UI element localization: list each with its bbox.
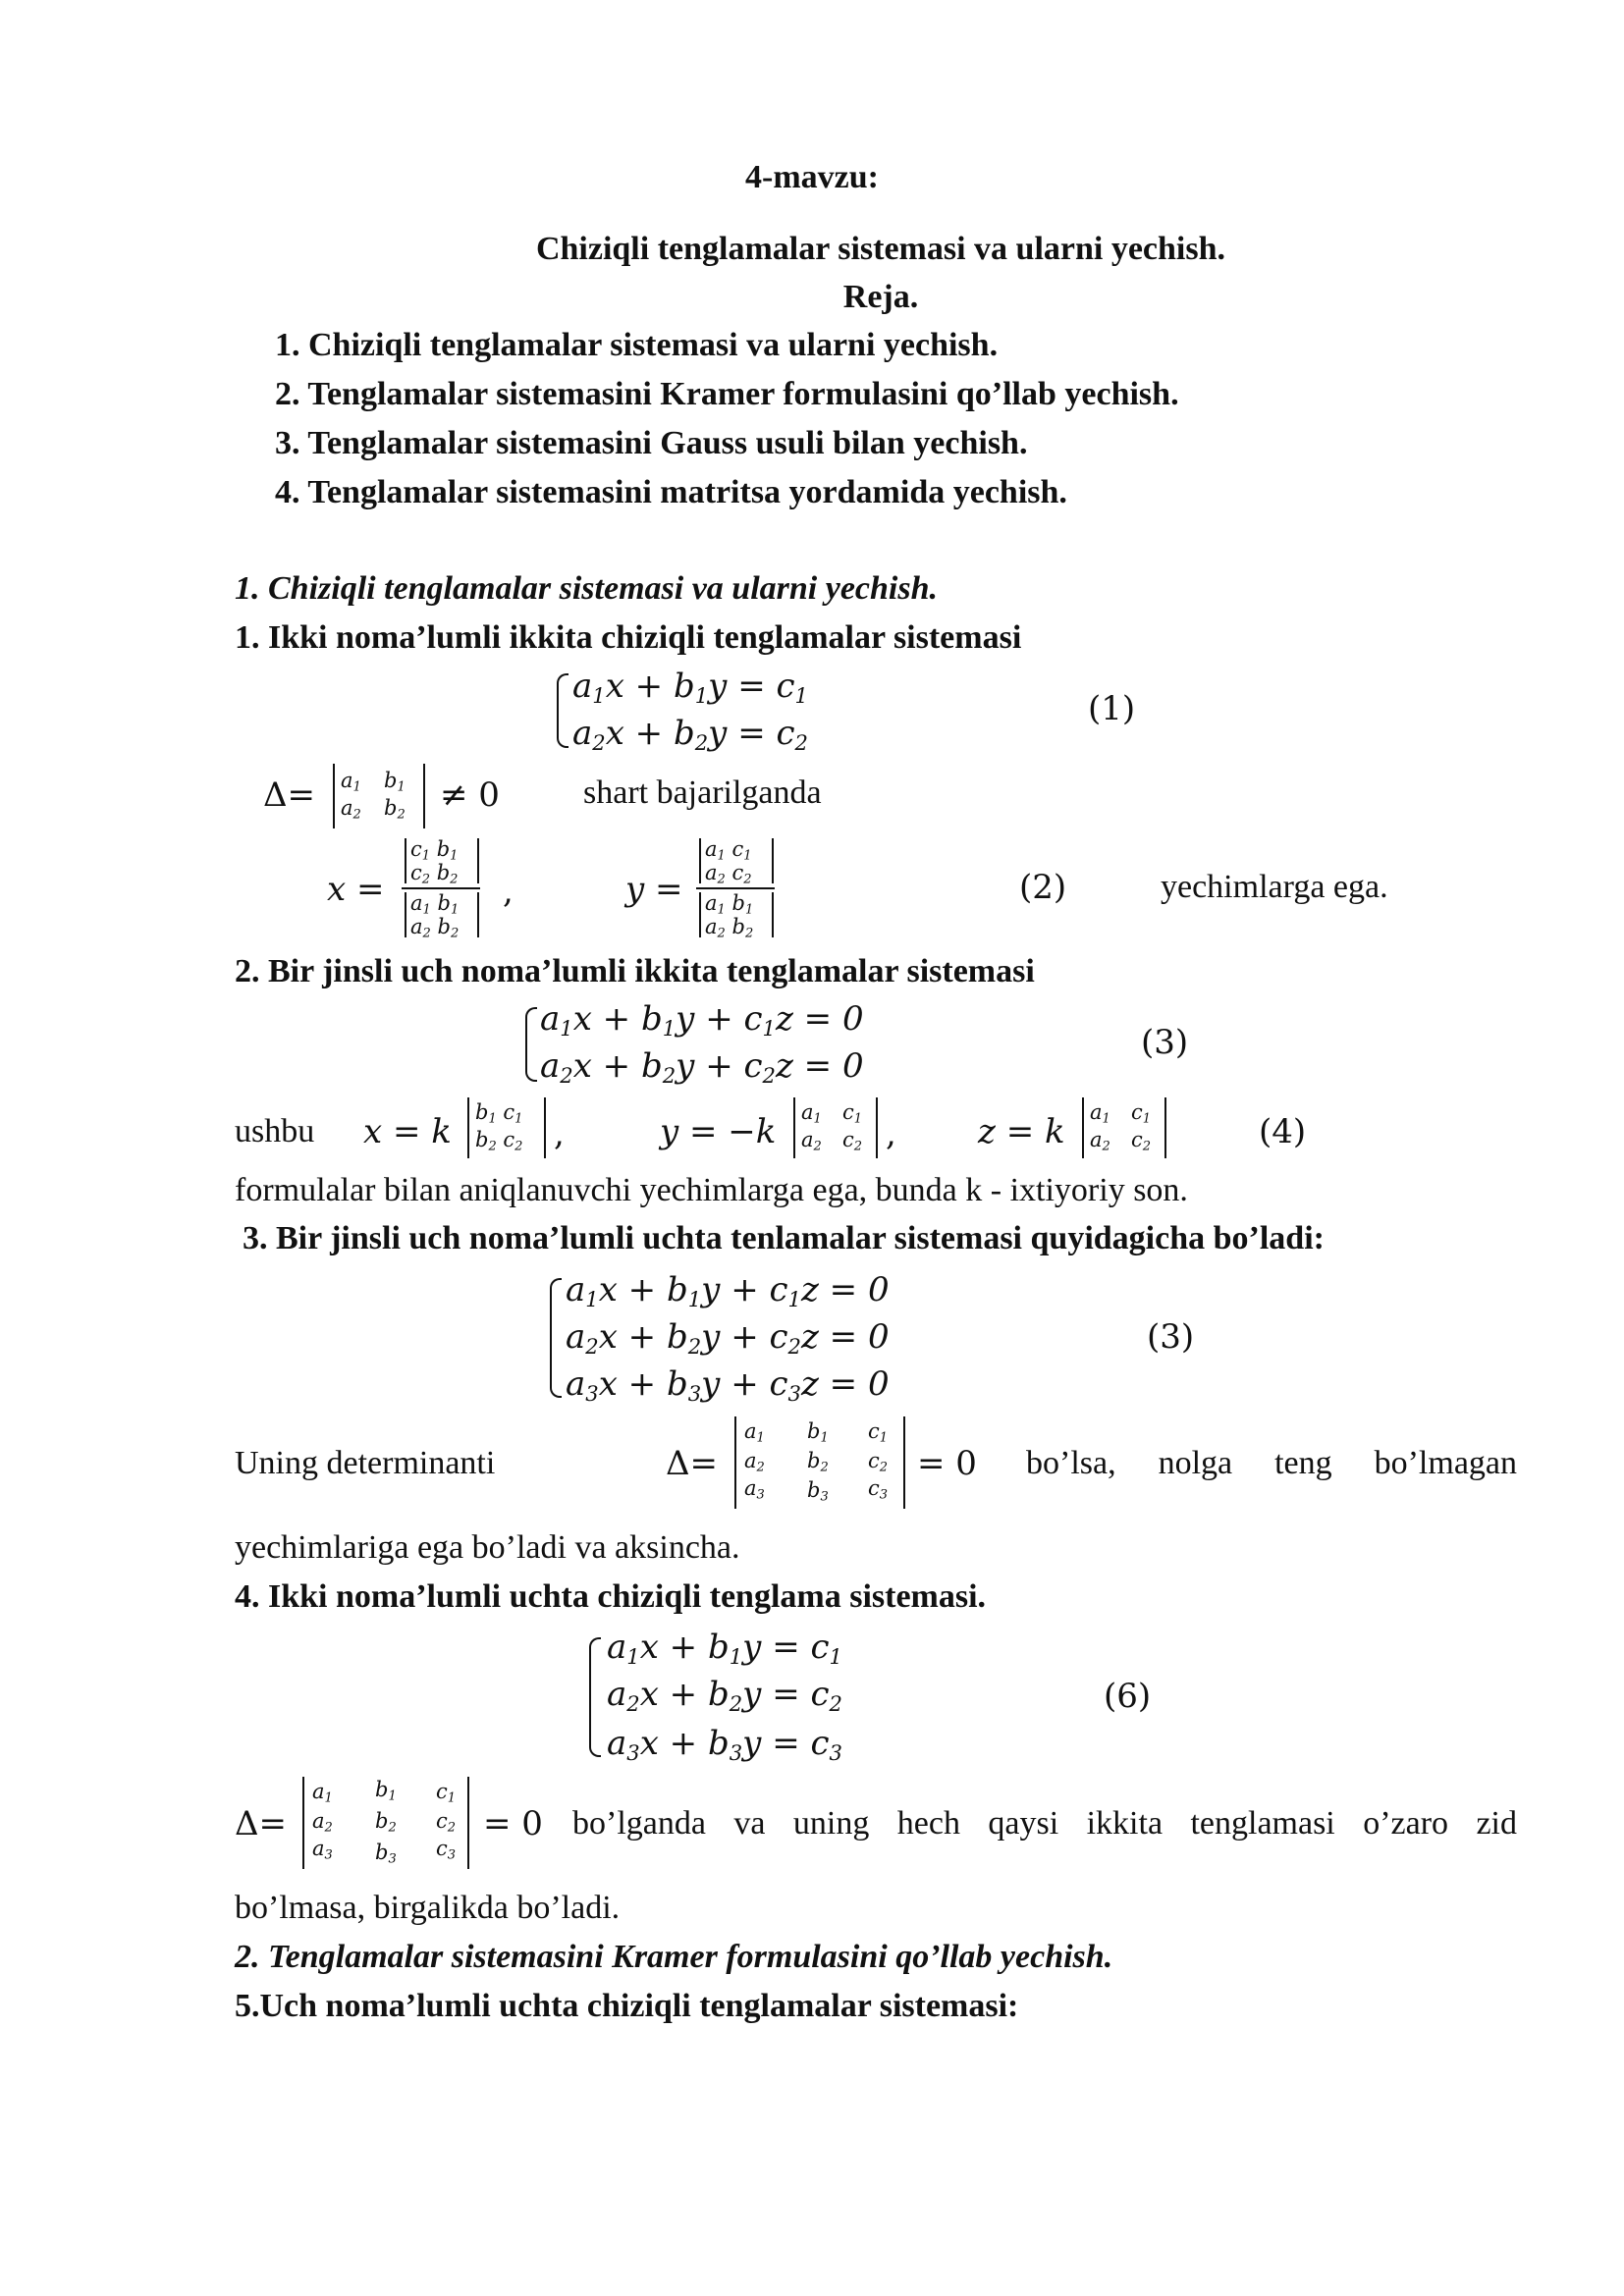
formula-text: formulalar bilan aniqlanuvchi yechimlarga ega, bunda k - ixtiyoriy son. — [235, 1172, 1188, 1208]
system6-eq3: $a_3x + b_3y = c_3$ — [607, 1724, 842, 1765]
uning-text: Uning determinanti — [235, 1445, 496, 1481]
bolsa-text: bo’lsa, nolga teng bo’lmagan — [1026, 1445, 1517, 1481]
y-denominator-det: $a_1$ $b_1$ $a_2$ $b_2$ — [699, 892, 774, 937]
system1-eq2: $a_2x + b_2y = c_2$ — [572, 714, 808, 755]
comma: , — [503, 872, 514, 911]
delta-label: Δ= — [263, 775, 316, 815]
plan-heading: Reja. — [842, 279, 919, 315]
system6-eq1: $a_1x + b_1y = c_1$ — [607, 1628, 842, 1669]
bolganda-text: bo’lganda va uning hech qaysi ikkita tenglamasi o’zaro zid — [572, 1805, 1517, 1842]
neq-zero: ≠ 0 — [440, 775, 500, 815]
delta-label-3: Δ= — [235, 1804, 288, 1843]
eq1-number: (1) — [1088, 689, 1136, 728]
yechim-text: yechimlariga ega bo’ladi va aksincha. — [235, 1529, 740, 1566]
system3-eq2: $a_2x + b_2y + c_2z = 0$ — [540, 1046, 864, 1088]
eq3b-number: (3) — [1147, 1317, 1195, 1357]
eq2-number: (2) — [1019, 868, 1067, 907]
plan-item-4: 4. Tenglamalar sistemasini matritsa yordamida yechish. — [275, 474, 1067, 510]
y-k-det: $a_1$ $c_1$ $a_2$ $c_2$ — [793, 1097, 878, 1158]
eq4-number: (4) — [1259, 1112, 1307, 1151]
sub4-heading: 4. Ikki noma’lumli uchta chiziqli tenglama sistemasi. — [235, 1578, 987, 1615]
plan-item-3: 3. Tenglamalar sistemasini Gauss usuli bilan yechish. — [275, 425, 1028, 461]
system1-brace — [557, 673, 568, 748]
comma-1: , — [554, 1114, 565, 1153]
system3b-eq1: $a_1x + b_1y + c_1z = 0$ — [566, 1270, 890, 1311]
y-k-formula: y = −k — [660, 1112, 777, 1151]
section2-heading: 2. Tenglamalar sistemasini Kramer formulasini qo’llab yechish. — [235, 1939, 1113, 1975]
delta-3x3-det-2: $a_1$ $b_1$ $c_1$ $a_2$ $b_2$ $c_2$ $a_3$ $b_3$ $c_3$ — [302, 1777, 469, 1869]
plan-item-1: 1. Chiziqli tenglamalar sistemasi va ularni yechish. — [275, 327, 999, 363]
system3b-eq3: $a_3x + b_3y + c_3z = 0$ — [566, 1364, 890, 1406]
section1-heading: 1. Chiziqli tenglamalar sistemasi va ularni yechish. — [235, 570, 938, 607]
system3-brace — [525, 1007, 537, 1082]
page-title: Chiziqli tenglamalar sistemasi va ularni yechish. — [535, 231, 1226, 267]
y-fraction-line — [696, 887, 775, 889]
sub2-heading: 2. Bir jinsli uch noma’lumli ikkita tenglamalar sistemasi — [235, 953, 1035, 989]
sub5-heading: 5.Uch noma’lumli uchta chiziqli tenglamalar sistemasi: — [235, 1988, 1019, 2024]
comma-2: , — [886, 1114, 896, 1153]
system3-eq1: $a_1x + b_1y + c_1z = 0$ — [540, 999, 864, 1041]
ushbu-text: ushbu — [235, 1113, 315, 1149]
system6-eq2: $a_2x + b_2y = c_2$ — [607, 1675, 842, 1716]
x-equals: x = — [327, 870, 385, 909]
eq2-text: yechimlarga ega. — [1161, 869, 1388, 905]
x-denominator-det: $a_1$ $b_1$ $a_2$ $b_2$ — [405, 892, 479, 937]
x-numerator-det: $c_1$ $b_1$ $c_2$ $b_2$ — [405, 838, 479, 883]
eq3-number: (3) — [1141, 1023, 1189, 1062]
delta-label-2: Δ= — [666, 1444, 719, 1483]
bolmasa-text: bo’lmasa, birgalikda bo’ladi. — [235, 1890, 621, 1926]
system1-eq1: $a_1x + b_1y = c_1$ — [572, 667, 808, 708]
plan-item-2: 2. Tenglamalar sistemasini Kramer formulasini qo’llab yechish. — [275, 376, 1179, 412]
system6-brace — [589, 1637, 601, 1757]
x-k-formula: x = k — [363, 1112, 452, 1151]
x-fraction-line — [402, 887, 480, 889]
delta-determinant: $a_1$ $b_1$ $a_2$ $b_2$ — [333, 764, 425, 828]
z-k-det: $a_1$ $c_1$ $a_2$ $c_2$ — [1082, 1097, 1166, 1158]
eq-zero: = 0 — [917, 1444, 977, 1483]
system3b-eq2: $a_2x + b_2y + c_2z = 0$ — [566, 1317, 890, 1359]
eq6-number: (6) — [1104, 1677, 1152, 1716]
delta-3x3-det: $a_1$ $b_1$ $c_1$ $a_2$ $b_2$ $c_2$ $a_3$ $b_3$ $c_3$ — [734, 1416, 905, 1509]
sub3-heading: 3. Bir jinsli uch noma’lumli uchta tenlamalar sistemasi quyidagicha bo’ladi: — [243, 1220, 1325, 1256]
eq-zero-2: = 0 — [483, 1804, 543, 1843]
system3b-brace — [550, 1278, 562, 1398]
y-numerator-det: $a_1$ $c_1$ $a_2$ $c_2$ — [699, 838, 774, 883]
topic-label: 4-mavzu: — [745, 159, 879, 195]
shart-text: shart bajarilganda — [583, 774, 822, 811]
x-k-det: $b_1$ $c_1$ $b_2$ $c_2$ — [467, 1097, 546, 1158]
sub1-heading: 1. Ikki noma’lumli ikkita chiziqli tenglamalar sistemasi — [235, 619, 1022, 656]
y-equals: y = — [625, 870, 683, 909]
z-k-formula: z = k — [978, 1112, 1065, 1151]
